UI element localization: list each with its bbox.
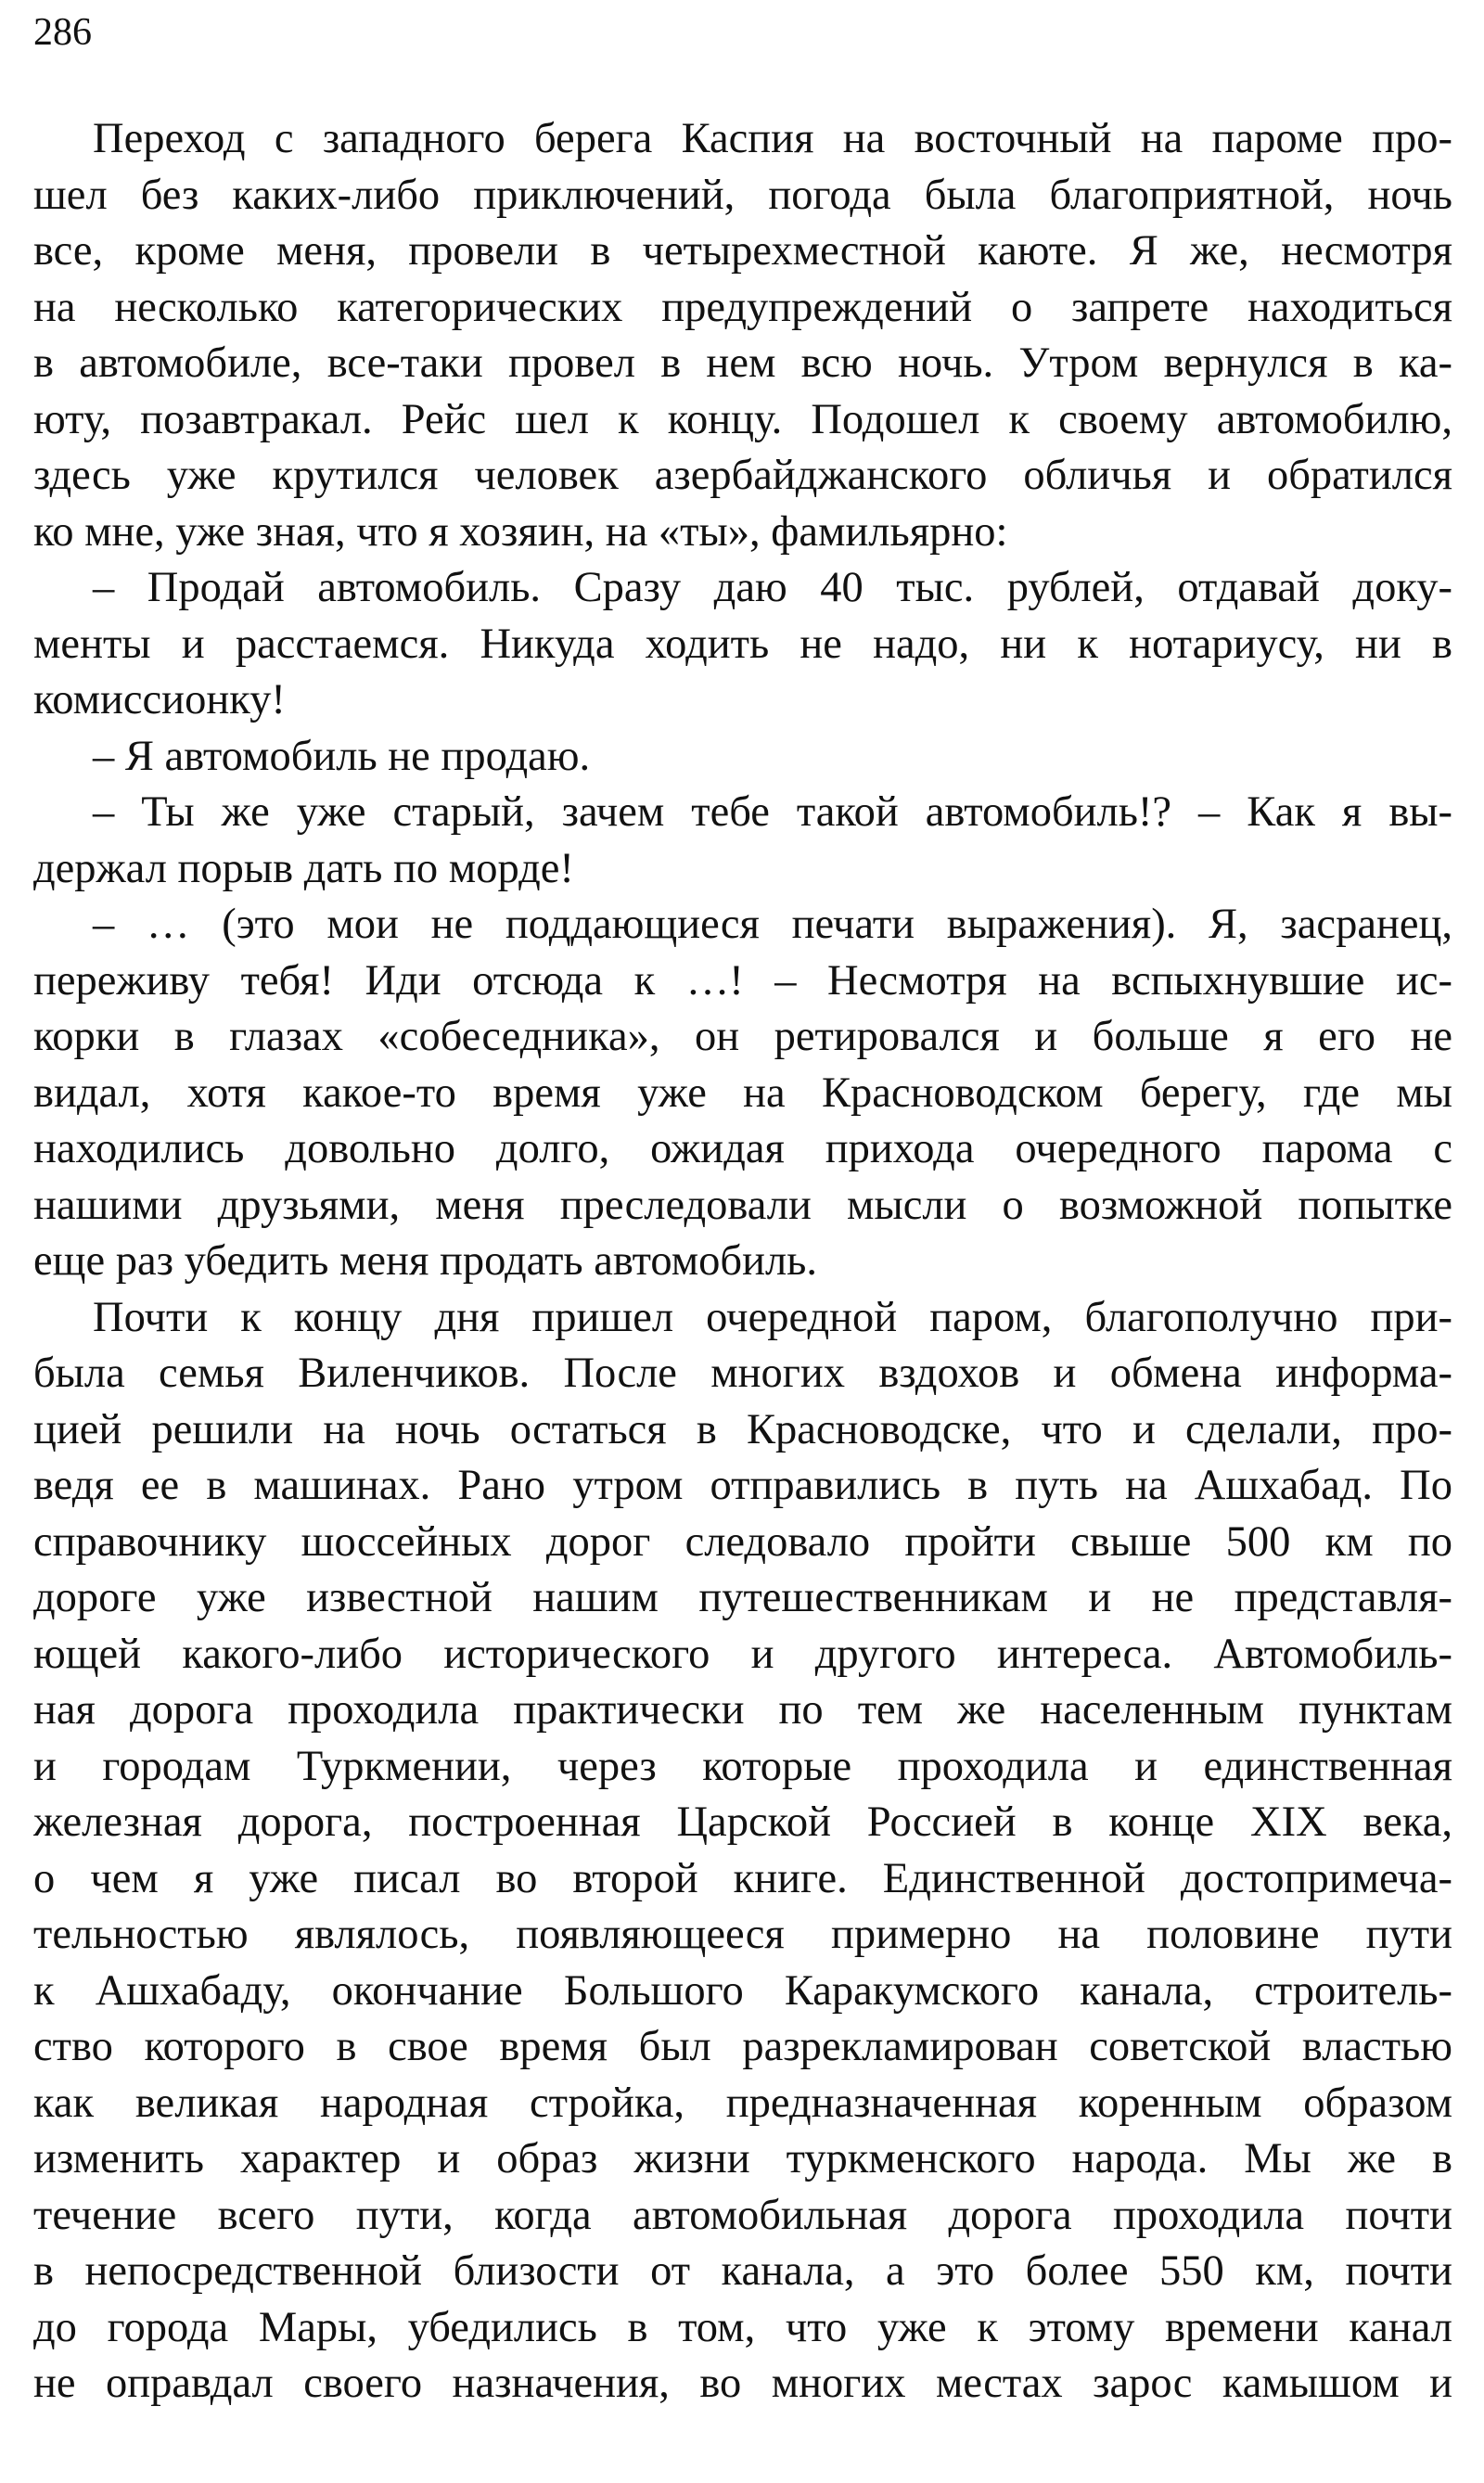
text-line: – … (это мои не поддающиеся печати выражения). Я, засранец, — [93, 901, 1452, 948]
text-line: шел без каких-либо приключений, погода была благоприятной, ночь — [33, 171, 1452, 219]
text-line: в автомобиле, все-таки провел в нем всю ночь. Утром вернулся в ка- — [33, 339, 1452, 387]
text-line: справочнику шоссейных дорог следовало пройти свыше 500 км по — [33, 1517, 1452, 1566]
text-line: – Я автомобиль не продаю. — [93, 732, 591, 780]
text-line: еще раз убедить меня продать автомобиль. — [33, 1237, 818, 1285]
text-line: находились довольно долго, ожидая прихода очередного парома с — [33, 1125, 1452, 1172]
text-line: юту, позавтракал. Рейс шел к концу. Подошел к своему автомобилю, — [33, 395, 1452, 443]
text-line: нашими друзьями, меня преследовали мысли о возможной попытке — [33, 1181, 1452, 1229]
text-line: дороге уже известной нашим путешественникам и не представля- — [33, 1574, 1452, 1621]
text-line: корки в глазах «собеседника», он ретировался и больше я его не — [33, 1013, 1452, 1060]
text-line: как великая народная стройка, предназначенная коренным образом — [33, 2079, 1452, 2127]
text-line: ная дорога проходила практически по тем же населенным пунктам — [33, 1686, 1452, 1734]
text-line: – Продай автомобиль. Сразу даю 40 тыс. рублей, отдавай доку- — [93, 564, 1452, 611]
text-line: течение всего пути, когда автомобильная дорога проходила почти — [33, 2191, 1452, 2239]
text-line: тельностью являлось, появляющееся примерно на половине пути — [33, 1911, 1452, 1958]
body-text — [33, 111, 1452, 2413]
text-line: все, кроме меня, провели в четырехместной каюте. Я же, несмотря — [33, 227, 1452, 275]
text-line: видал, хотя какое-то время уже на Красноводском берегу, где мы — [33, 1069, 1452, 1117]
text-line: железная дорога, построенная Царской Россией в конце XIX века, — [33, 1798, 1452, 1846]
text-line: цией решили на ночь остаться в Красноводске, что и сделали, про- — [33, 1405, 1452, 1453]
text-line: Почти к концу дня пришел очередной паром, благополучно при- — [93, 1293, 1452, 1341]
text-line: менты и расстаемся. Никуда ходить не надо, ни к нотариусу, ни в — [33, 620, 1452, 668]
text-line: к Ашхабаду, окончание Большого Каракумского канала, строитель- — [33, 1966, 1452, 2015]
text-line: переживу тебя! Иди отсюда к …! – Несмотря на вспыхнувшие ис- — [33, 956, 1452, 1005]
page-number: 286 — [33, 11, 92, 54]
text-line: о чем я уже писал во второй книге. Единственной достопримеча- — [33, 1854, 1452, 1902]
text-line: держал порыв дать по морде! — [33, 844, 574, 892]
text-line: – Ты же уже старый, зачем тебе такой автомобиль!? – Как я вы- — [93, 788, 1452, 836]
text-line: в непосредственной близости от канала, а это более 550 км, почти — [33, 2247, 1452, 2295]
text-line: ведя ее в машинах. Рано утром отправились в путь на Ашхабад. По — [33, 1462, 1452, 1509]
text-line: на несколько категорических предупреждений о запрете находиться — [33, 283, 1452, 331]
text-line: ство которого в свое время был разрекламирован советской властью — [33, 2023, 1452, 2070]
text-line: комиссионку! — [33, 676, 286, 723]
text-line: ко мне, уже зная, что я хозяин, на «ты», фамильярно: — [33, 507, 1008, 556]
text-line: не оправдал своего назначения, во многих местах зарос камышом и — [33, 2360, 1452, 2407]
text-line: ющей какого-либо исторического и другого интереса. Автомобиль- — [33, 1630, 1452, 1678]
text-line: была семья Виленчиков. После многих вздохов и обмена информа- — [33, 1350, 1452, 1397]
text-line: до города Мары, убедились в том, что уже к этому времени канал — [33, 2303, 1452, 2351]
text-line: здесь уже крутился человек азербайджанского обличья и обратился — [33, 452, 1452, 499]
text-line: Переход с западного берега Каспия на восточный на пароме про- — [93, 115, 1452, 162]
text-line: изменить характер и образ жизни туркменского народа. Мы же в — [33, 2135, 1452, 2182]
text-line: и городам Туркмении, через которые проходила и единственная — [33, 1742, 1452, 1790]
